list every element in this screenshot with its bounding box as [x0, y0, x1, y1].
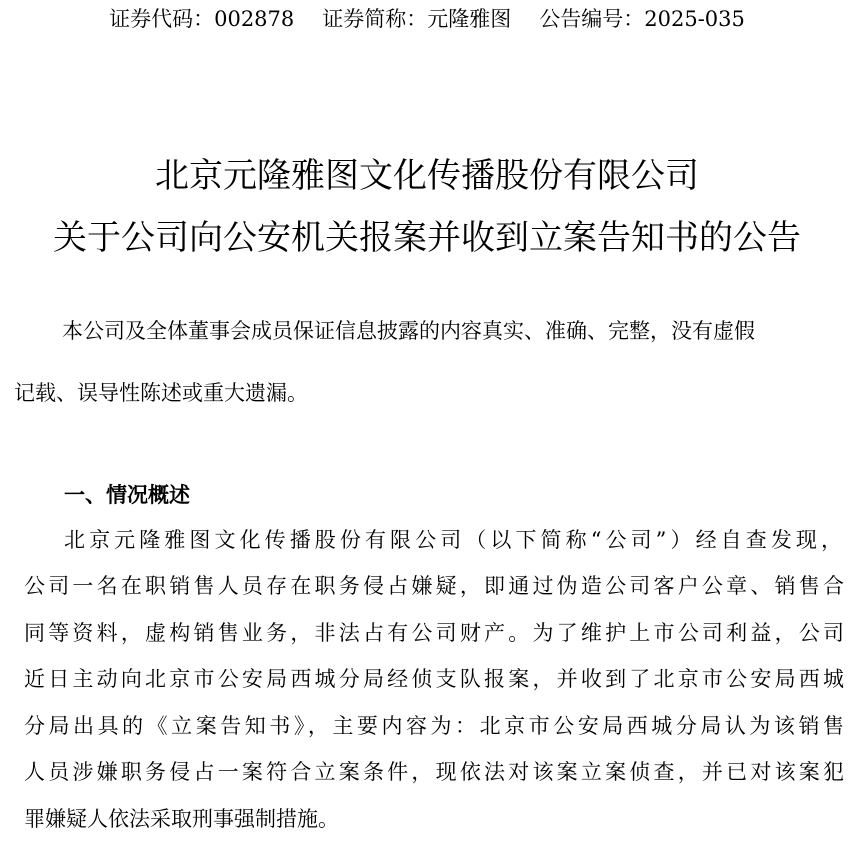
- body-line: 公司一名在职销售人员存在职务侵占嫌疑，即通过伪造公司客户公章、销售合: [24, 574, 844, 598]
- declaration-line-2: 记载、误导性陈述或重大遗漏。: [14, 381, 308, 405]
- notice-number: 公告编号：2025-035: [539, 7, 745, 31]
- body-line: 近日主动向北京市公安局西城分局经侦支队报案，并收到了北京市公安局西城: [24, 667, 844, 691]
- body-line: 同等资料，虚构销售业务，非法占有公司财产。为了维护上市公司利益，公司: [24, 621, 844, 645]
- body-line: 分局出具的《立案告知书》，主要内容为：北京市公安局西城分局认为该销售: [24, 714, 844, 738]
- stock-code: 证券代码：002878: [109, 7, 295, 31]
- declaration-line-1: 本公司及全体董事会成员保证信息披露的内容真实、准确、完整，没有虚假: [62, 319, 755, 343]
- announcement-title: 关于公司向公安机关报案并收到立案告知书的公告: [53, 218, 801, 258]
- company-title: 北京元隆雅图文化传播股份有限公司: [155, 156, 699, 196]
- body-line: 罪嫌疑人依法采取刑事强制措施。: [24, 807, 339, 831]
- announcement-header: [0, 4, 854, 34]
- stock-short-name: 证券简称：元隆雅图: [322, 7, 512, 31]
- body-line: 人员涉嫌职务侵占一案符合立案条件，现依法对该案立案侦查，并已对该案犯: [24, 760, 844, 784]
- section-heading: 一、情况概述: [64, 482, 190, 507]
- body-line: 北京元隆雅图文化传播股份有限公司（以下简称“公司”）经自查发现，: [64, 528, 842, 552]
